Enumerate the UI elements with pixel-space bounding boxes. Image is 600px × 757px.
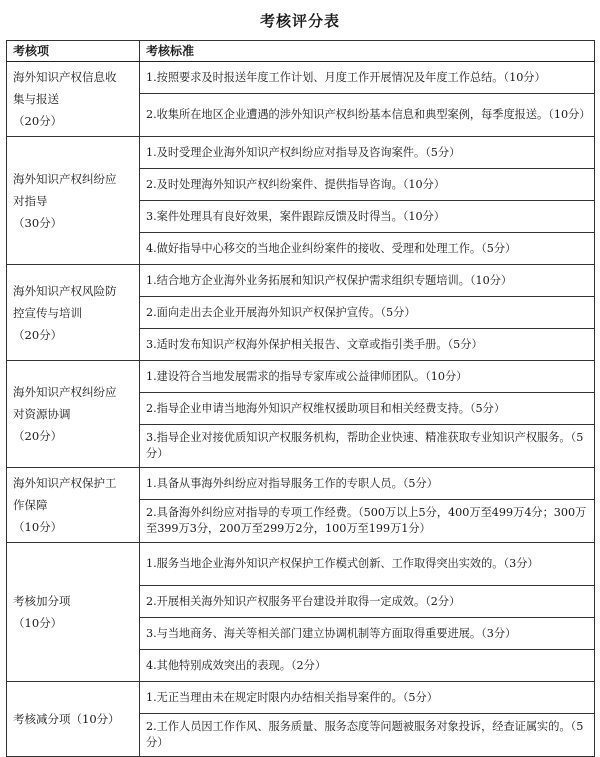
criteria-cell: 2.指导企业申请当地海外知识产权维权援助项目和相关经费支持。（5分） xyxy=(140,393,595,425)
table-row xyxy=(7,468,595,500)
assessment-item-line: 控宣传与培训 xyxy=(13,305,82,320)
criteria-cell: 3.与当地商务、海关等相关部门建立协调机制等方面取得重要进展。（3分） xyxy=(140,618,595,650)
assessment-item-cell xyxy=(7,543,140,682)
criteria-cell: 1.及时受理企业海外知识产权纠纷应对指导及咨询案件。（5分） xyxy=(140,137,595,169)
table-body xyxy=(7,62,595,757)
assessment-item-line: （10分） xyxy=(13,616,63,630)
criteria-cell: 3.适时发布知识产权海外保护相关报告、文章或指引类手册。（5分） xyxy=(140,329,595,361)
assessment-item-line: 海外知识产权纠纷应 xyxy=(13,171,117,186)
assessment-item-line: 海外知识产权信息收 xyxy=(13,70,117,84)
assessment-item-line: 海外知识产权保护工 xyxy=(13,476,117,490)
assessment-item-line: （10分） xyxy=(13,520,63,534)
table-row xyxy=(7,137,595,169)
assessment-item-line: 对资源协调 xyxy=(13,407,71,421)
table-row xyxy=(7,361,595,393)
criteria-cell: 2.面向走出去企业开展海外知识产权保护宣传。（5分） xyxy=(140,297,595,329)
assessment-item-cell xyxy=(7,468,140,543)
assessment-item-line: 集与报送 xyxy=(13,92,59,106)
criteria-cell: 2.及时处理海外知识产权纠纷案件、提供指导咨询。（10分） xyxy=(140,169,595,201)
criteria-cell: 2.工作人员因工作作风、服务质量、服务态度等问题被服务对象投诉，经查证属实的。（5分） xyxy=(140,714,595,757)
criteria-cell: 1.按照要求及时报送年度工作计划、月度工作开展情况及年度工作总结。（10分） xyxy=(140,62,595,94)
assessment-item-cell xyxy=(7,137,140,265)
assessment-item-line: （20分） xyxy=(13,429,63,443)
table-row xyxy=(7,543,595,586)
criteria-cell: 2.收集所在地区企业遭遇的涉外知识产权纠纷基本信息和典型案例，每季度报送。（10分） xyxy=(140,94,595,137)
assessment-item-line: （30分） xyxy=(13,215,63,230)
criteria-cell: 1.服务当地企业海外知识产权保护工作模式创新、工作取得突出实效的。（3分） xyxy=(140,543,595,586)
criteria-cell: 3.案件处理具有良好效果，案件跟踪反馈及时得当。（10分） xyxy=(140,201,595,233)
header-assessment-item: 考核项 xyxy=(7,41,140,62)
assessment-item-line: （20分） xyxy=(13,114,63,128)
criteria-cell: 3.指导企业对接优质知识产权服务机构，帮助企业快速、精准获取专业知识产权服务。（5分） xyxy=(140,425,595,468)
assessment-item-line: 考核减分项（10分） xyxy=(13,712,120,726)
criteria-cell: 4.其他特别成效突出的表现。（2分） xyxy=(140,650,595,682)
assessment-item-line: 海外知识产权纠纷应 xyxy=(13,385,117,399)
table-row xyxy=(7,265,595,297)
header-assessment-criteria: 考核标准 xyxy=(140,41,595,62)
table-row xyxy=(7,62,595,94)
criteria-cell: 1.具备从事海外纠纷应对指导服务工作的专职人员。（5分） xyxy=(140,468,595,500)
table-row xyxy=(7,682,595,714)
assessment-item-cell xyxy=(7,361,140,468)
scoring-table xyxy=(6,40,595,757)
page-title: 考核评分表 xyxy=(259,12,340,30)
assessment-item-line: 考核加分项 xyxy=(13,594,71,608)
assessment-item-line: 作保障 xyxy=(13,498,48,512)
assessment-item-line: 海外知识产权风险防 xyxy=(13,283,117,298)
assessment-item-line: 对指导 xyxy=(13,193,48,208)
criteria-cell: 1.结合地方企业海外业务拓展和知识产权保护需求组织专题培训。（10分） xyxy=(140,265,595,297)
criteria-cell: 2.开展相关海外知识产权服务平台建设并取得一定成效。（2分） xyxy=(140,586,595,618)
assessment-item-cell xyxy=(7,265,140,361)
criteria-cell: 1.建设符合当地发展需求的指导专家库或公益律师团队。（10分） xyxy=(140,361,595,393)
assessment-item-line: （20分） xyxy=(13,327,63,342)
criteria-cell: 4.做好指导中心移交的当地企业纠纷案件的接收、受理和处理工作。（5分） xyxy=(140,233,595,265)
table-header-row xyxy=(7,41,595,62)
assessment-item-cell xyxy=(7,62,140,137)
assessment-item-cell xyxy=(7,682,140,757)
criteria-cell: 2.具备海外纠纷应对指导的专项工作经费。（500万以上5分，400万至499万4分；300万至399万3分，200万至299万2分，100万至199万1分） xyxy=(140,500,595,543)
criteria-cell: 1.无正当理由未在规定时限内办结相关指导案件的。（5分） xyxy=(140,682,595,714)
